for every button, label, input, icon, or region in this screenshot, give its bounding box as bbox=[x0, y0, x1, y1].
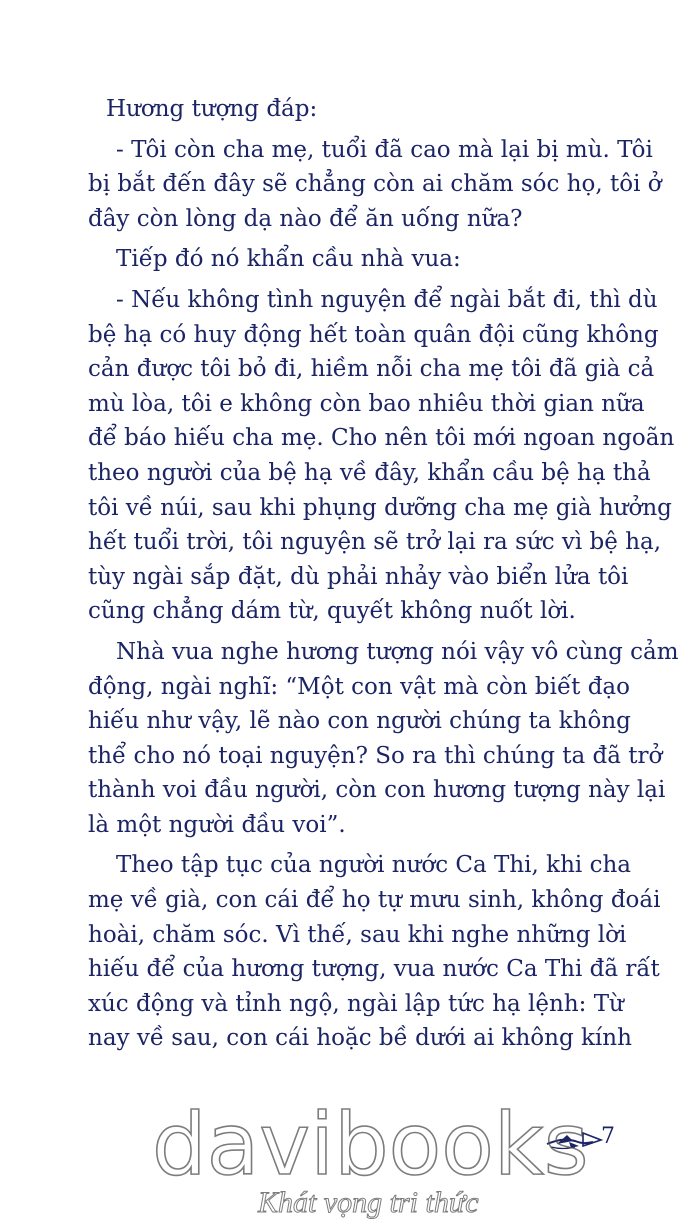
watermark bbox=[150, 1095, 589, 1232]
text-line: xúc động và tỉnh ngộ, ngài lập tức hạ lệnh: Từ bbox=[88, 990, 624, 1017]
text-line: bệ hạ có huy động hết toàn quân đội cũng không bbox=[88, 321, 659, 348]
watermark-brand: davibooks bbox=[152, 1095, 589, 1195]
page-body bbox=[88, 92, 679, 1056]
page-number: 7 bbox=[601, 1124, 615, 1149]
text-line: hiếu như vậy, lẽ nào con người chúng ta không bbox=[88, 708, 631, 735]
text-line: - Tôi còn cha mẹ, tuổi đã cao mà lại bị mù. Tôi bbox=[116, 136, 653, 163]
paragraph-4 bbox=[88, 283, 675, 629]
text-line: là một người đầu voi”. bbox=[88, 811, 346, 838]
text-line: Nhà vua nghe hương tượng nói vậy vô cùng cảm bbox=[116, 638, 679, 665]
paragraph-6 bbox=[88, 848, 661, 1056]
text-line: hoài, chăm sóc. Vì thế, sau khi nghe những lời bbox=[88, 921, 627, 948]
text-line: động, ngài nghĩ: “Một con vật mà còn biết đạo bbox=[88, 673, 630, 700]
text-line: - Nếu không tình nguyện để ngài bắt đi, thì dù bbox=[116, 286, 658, 313]
text-line: Tiếp đó nó khẩn cầu nhà vua: bbox=[116, 246, 461, 273]
text-line: tôi về núi, sau khi phụng dưỡng cha mẹ già hưởng bbox=[88, 494, 672, 521]
paragraph-3 bbox=[88, 242, 613, 277]
text-line: theo người của bệ hạ về đây, khẩn cầu bệ hạ thả bbox=[88, 459, 651, 486]
text-line: Theo tập tục của người nước Ca Thi, khi cha bbox=[116, 852, 631, 879]
text-line: hiếu để của hương tượng, vua nước Ca Thi đã rất bbox=[88, 956, 660, 983]
text-line: mù lòa, tôi e không còn bao nhiêu thời gian nữa bbox=[88, 390, 645, 417]
paragraph-1 bbox=[88, 92, 613, 127]
watermark-tagline: Khát vọng tri thức bbox=[258, 1186, 479, 1219]
paragraph-2 bbox=[88, 133, 662, 237]
text-line: cũng chẳng dám từ, quyết không nuốt lời. bbox=[88, 598, 576, 625]
text-line: cản được tôi bỏ đi, hiềm nỗi cha mẹ tôi đã già cả bbox=[88, 356, 655, 383]
text-line: để báo hiếu cha mẹ. Cho nên tôi mới ngoan ngoãn bbox=[88, 425, 675, 452]
text-line: thể cho nó toại nguyện? So ra thì chúng ta đã trở bbox=[88, 742, 663, 769]
text-line: bị bắt đến đây sẽ chẳng còn ai chăm sóc họ, tôi ở bbox=[88, 171, 662, 198]
text-line: hết tuổi trời, tôi nguyện sẽ trở lại ra sức vì bệ hạ, bbox=[88, 529, 662, 556]
text-line: đây còn lòng dạ nào để ăn uống nữa? bbox=[88, 205, 523, 232]
text-line: Hương tượng đáp: bbox=[106, 96, 318, 122]
text-line: tùy ngài sắp đặt, dù phải nhảy vào biển lửa tôi bbox=[88, 563, 629, 590]
text-line: thành voi đầu người, còn con hương tượng này lại bbox=[88, 777, 666, 804]
paragraph-5 bbox=[88, 635, 679, 843]
text-line: mẹ về già, con cái để họ tự mưu sinh, không đoái bbox=[88, 887, 661, 914]
text-line: nay về sau, con cái hoặc bề dưới ai không kính bbox=[88, 1025, 632, 1052]
